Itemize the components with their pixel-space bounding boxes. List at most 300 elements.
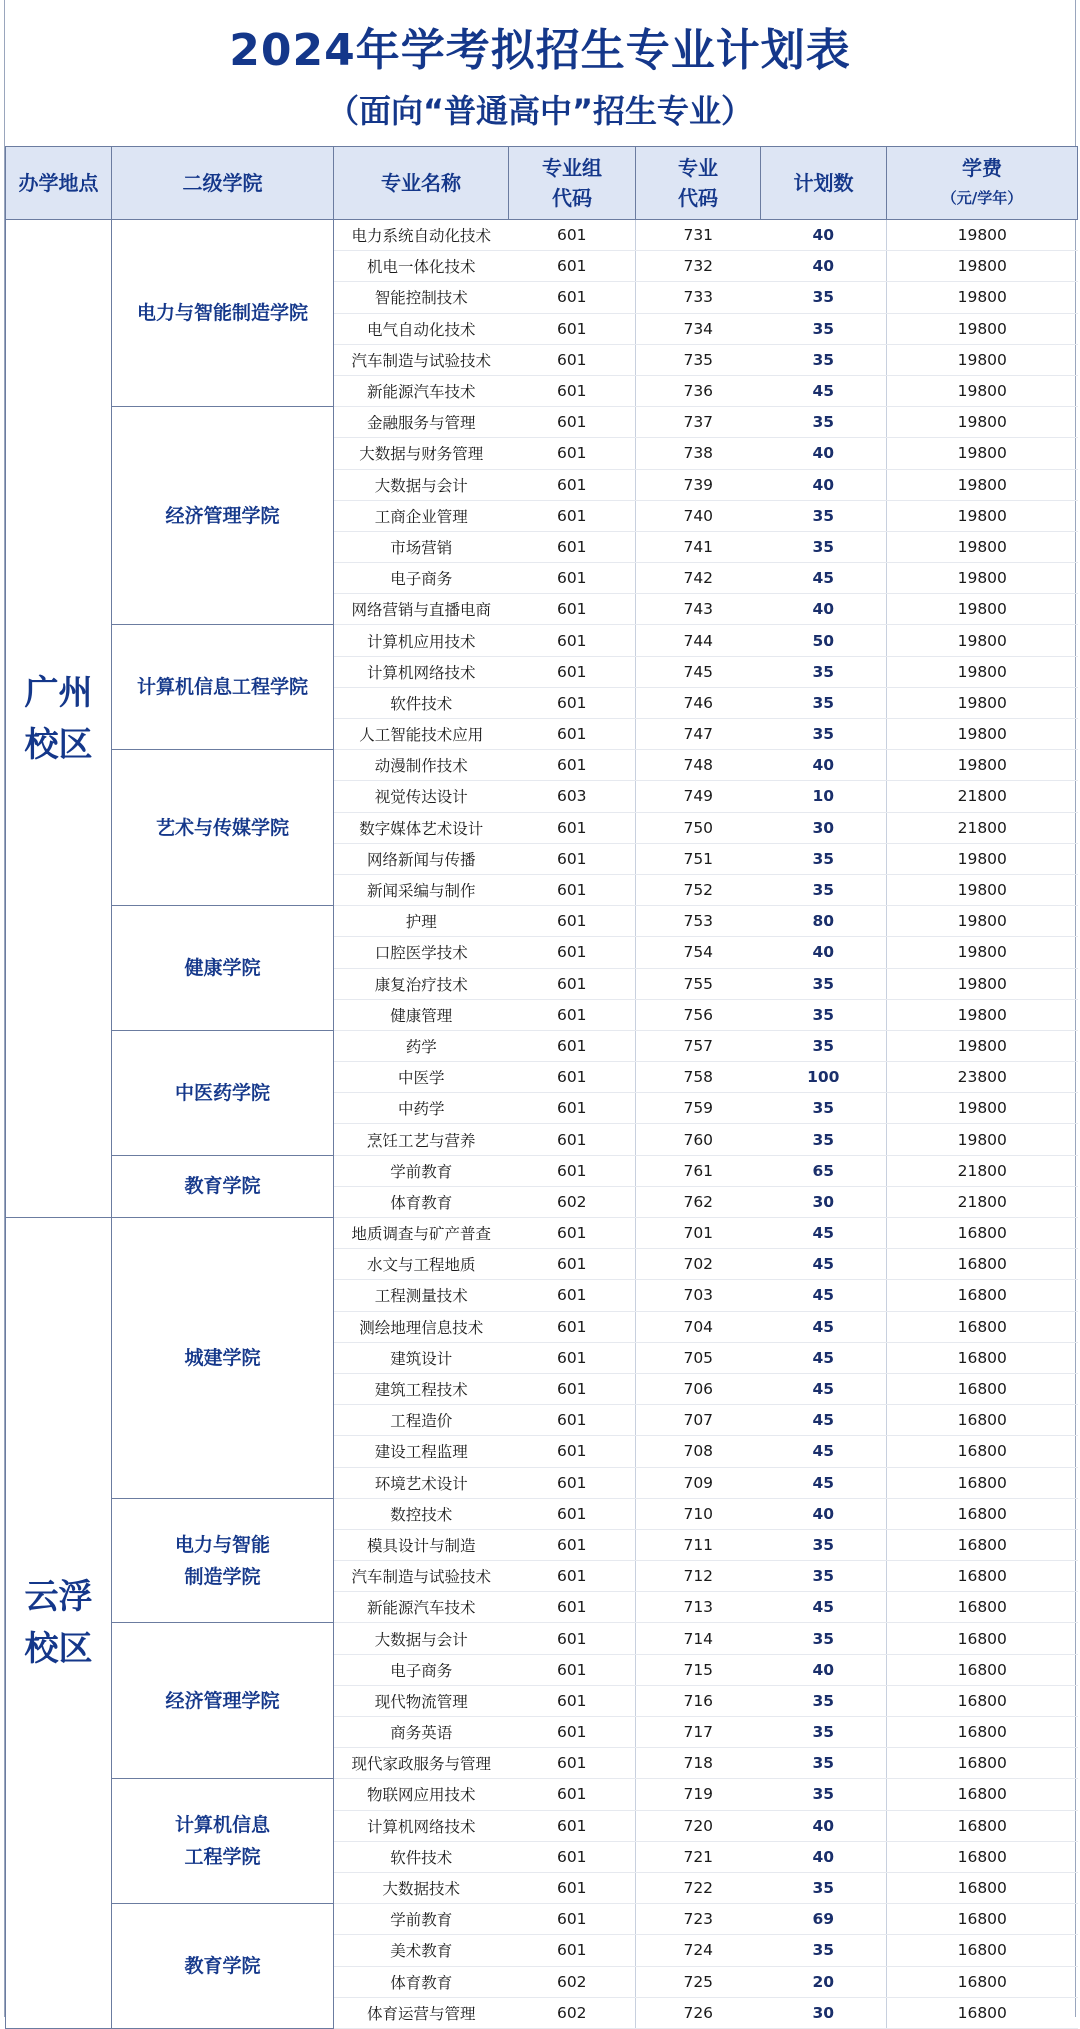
major-cell: 电子商务 (334, 1654, 509, 1685)
fee-cell: 21800 (887, 1155, 1078, 1186)
plan-cell: 45 (761, 1249, 887, 1280)
group-cell: 601 (509, 1717, 636, 1748)
plan-cell: 35 (761, 1124, 887, 1155)
major-cell: 金融服务与管理 (334, 407, 509, 438)
fee-cell: 19800 (887, 594, 1078, 625)
fee-cell: 19800 (887, 500, 1078, 531)
fee-cell: 19800 (887, 375, 1078, 406)
table-row (6, 1218, 1078, 1249)
major-cell: 学前教育 (334, 1904, 509, 1935)
header-campus (6, 147, 112, 220)
group-cell: 601 (509, 1623, 636, 1654)
major-cell: 计算机网络技术 (334, 1810, 509, 1841)
major-cell: 中药学 (334, 1093, 509, 1124)
group-cell: 601 (509, 220, 636, 251)
fee-cell: 19800 (887, 843, 1078, 874)
fee-cell: 16800 (887, 1467, 1078, 1498)
code-cell: 740 (636, 500, 761, 531)
fee-cell: 16800 (887, 1529, 1078, 1560)
group-cell: 601 (509, 1779, 636, 1810)
plan-cell: 35 (761, 531, 887, 562)
fee-cell: 16800 (887, 1218, 1078, 1249)
plan-cell: 20 (761, 1966, 887, 1997)
major-cell: 人工智能技术应用 (334, 719, 509, 750)
group-cell: 601 (509, 313, 636, 344)
college-cell: 中医药学院 (112, 1030, 334, 1155)
table-row (6, 407, 1078, 438)
code-cell: 746 (636, 687, 761, 718)
fee-cell: 16800 (887, 1685, 1078, 1716)
major-cell: 新能源汽车技术 (334, 1592, 509, 1623)
major-cell: 电气自动化技术 (334, 313, 509, 344)
code-cell: 718 (636, 1748, 761, 1779)
group-cell: 601 (509, 874, 636, 905)
plan-cell: 45 (761, 563, 887, 594)
group-cell: 601 (509, 968, 636, 999)
plan-cell: 35 (761, 843, 887, 874)
major-cell: 体育教育 (334, 1966, 509, 1997)
group-cell: 601 (509, 719, 636, 750)
major-cell: 环境艺术设计 (334, 1467, 509, 1498)
major-cell: 现代家政服务与管理 (334, 1748, 509, 1779)
plan-cell: 35 (761, 687, 887, 718)
fee-cell: 19800 (887, 874, 1078, 905)
plan-cell: 40 (761, 220, 887, 251)
major-cell: 动漫制作技术 (334, 750, 509, 781)
group-cell: 601 (509, 750, 636, 781)
group-cell: 601 (509, 251, 636, 282)
campus-cell: 云浮 校区 (6, 1218, 112, 2029)
plan-cell: 35 (761, 1561, 887, 1592)
plan-cell: 35 (761, 874, 887, 905)
plan-cell: 35 (761, 1779, 887, 1810)
plan-cell: 35 (761, 968, 887, 999)
code-cell: 726 (636, 1997, 761, 2028)
major-cell: 药学 (334, 1030, 509, 1061)
code-cell: 716 (636, 1685, 761, 1716)
major-cell: 市场营销 (334, 531, 509, 562)
group-cell: 601 (509, 1280, 636, 1311)
code-cell: 751 (636, 843, 761, 874)
header-fee-line2: （元/学年） (941, 189, 1023, 207)
major-cell: 水文与工程地质 (334, 1249, 509, 1280)
code-cell: 753 (636, 906, 761, 937)
plan-cell: 35 (761, 282, 887, 313)
plan-cell: 35 (761, 656, 887, 687)
code-cell: 735 (636, 344, 761, 375)
group-cell: 601 (509, 1405, 636, 1436)
plan-cell: 40 (761, 438, 887, 469)
fee-cell: 19800 (887, 1093, 1078, 1124)
major-cell: 网络营销与直播电商 (334, 594, 509, 625)
plan-cell: 69 (761, 1904, 887, 1935)
header-college (112, 147, 334, 220)
plan-cell: 45 (761, 1405, 887, 1436)
plan-cell: 80 (761, 906, 887, 937)
group-cell: 601 (509, 1561, 636, 1592)
table-header-row (6, 147, 1078, 220)
college-cell: 教育学院 (112, 1904, 334, 2029)
major-cell: 机电一体化技术 (334, 251, 509, 282)
fee-cell: 23800 (887, 1062, 1078, 1093)
code-cell: 736 (636, 375, 761, 406)
table-row (6, 1155, 1078, 1186)
major-cell: 大数据与会计 (334, 1623, 509, 1654)
table-row (6, 906, 1078, 937)
code-cell: 760 (636, 1124, 761, 1155)
code-cell: 750 (636, 812, 761, 843)
major-cell: 汽车制造与试验技术 (334, 1561, 509, 1592)
code-cell: 755 (636, 968, 761, 999)
plan-cell: 45 (761, 1280, 887, 1311)
header-group-line1: 专业组 (542, 156, 602, 180)
group-cell: 601 (509, 1748, 636, 1779)
code-cell: 714 (636, 1623, 761, 1654)
major-cell: 学前教育 (334, 1155, 509, 1186)
table-row (6, 1030, 1078, 1061)
plan-cell: 40 (761, 469, 887, 500)
code-cell: 737 (636, 407, 761, 438)
major-cell: 体育教育 (334, 1186, 509, 1217)
major-cell: 新闻采编与制作 (334, 874, 509, 905)
fee-cell: 19800 (887, 656, 1078, 687)
group-cell: 601 (509, 1155, 636, 1186)
fee-cell: 16800 (887, 1779, 1078, 1810)
major-cell: 新能源汽车技术 (334, 375, 509, 406)
college-cell: 教育学院 (112, 1155, 334, 1217)
code-cell: 734 (636, 313, 761, 344)
code-cell: 717 (636, 1717, 761, 1748)
plan-cell: 35 (761, 344, 887, 375)
college-cell: 电力与智能制造学院 (112, 220, 334, 407)
major-cell: 视觉传达设计 (334, 781, 509, 812)
header-code-line1: 专业 (678, 156, 718, 180)
code-cell: 745 (636, 656, 761, 687)
major-cell: 软件技术 (334, 687, 509, 718)
major-cell: 地质调查与矿产普查 (334, 1218, 509, 1249)
code-cell: 713 (636, 1592, 761, 1623)
group-cell: 601 (509, 563, 636, 594)
code-cell: 739 (636, 469, 761, 500)
plan-cell: 45 (761, 1436, 887, 1467)
plan-cell: 35 (761, 1093, 887, 1124)
major-cell: 计算机网络技术 (334, 656, 509, 687)
code-cell: 724 (636, 1935, 761, 1966)
plan-cell: 10 (761, 781, 887, 812)
fee-cell: 19800 (887, 251, 1078, 282)
major-cell: 护理 (334, 906, 509, 937)
code-cell: 761 (636, 1155, 761, 1186)
plan-cell: 35 (761, 1685, 887, 1716)
major-cell: 建筑设计 (334, 1342, 509, 1373)
fee-cell: 16800 (887, 1717, 1078, 1748)
group-cell: 601 (509, 1218, 636, 1249)
group-cell: 601 (509, 344, 636, 375)
header-plan-label: 计划数 (793, 171, 854, 195)
group-cell: 601 (509, 812, 636, 843)
code-cell: 743 (636, 594, 761, 625)
major-cell: 物联网应用技术 (334, 1779, 509, 1810)
plan-cell: 40 (761, 750, 887, 781)
code-cell: 752 (636, 874, 761, 905)
fee-cell: 19800 (887, 719, 1078, 750)
major-cell: 测绘地理信息技术 (334, 1311, 509, 1342)
group-cell: 601 (509, 407, 636, 438)
plan-cell: 40 (761, 594, 887, 625)
code-cell: 762 (636, 1186, 761, 1217)
group-cell: 601 (509, 1904, 636, 1935)
group-cell: 601 (509, 625, 636, 656)
header-fee (887, 147, 1078, 220)
code-cell: 709 (636, 1467, 761, 1498)
header-campus-label: 办学地点 (18, 171, 99, 195)
college-cell: 计算机信息工程学院 (112, 625, 334, 750)
code-cell: 738 (636, 438, 761, 469)
group-cell: 601 (509, 1093, 636, 1124)
major-cell: 大数据技术 (334, 1872, 509, 1903)
group-cell: 601 (509, 469, 636, 500)
group-cell: 601 (509, 1030, 636, 1061)
plan-cell: 35 (761, 407, 887, 438)
fee-cell: 16800 (887, 1810, 1078, 1841)
group-cell: 601 (509, 1872, 636, 1903)
major-cell: 软件技术 (334, 1841, 509, 1872)
plan-cell: 35 (761, 1748, 887, 1779)
plan-cell: 35 (761, 1717, 887, 1748)
code-cell: 759 (636, 1093, 761, 1124)
group-cell: 601 (509, 656, 636, 687)
major-cell: 体育运营与管理 (334, 1997, 509, 2028)
major-cell: 健康管理 (334, 999, 509, 1030)
code-cell: 712 (636, 1561, 761, 1592)
page-title: 2024年学考拟招生专业计划表 (229, 25, 851, 76)
code-cell: 704 (636, 1311, 761, 1342)
plan-cell: 45 (761, 1592, 887, 1623)
group-cell: 601 (509, 1810, 636, 1841)
code-cell: 722 (636, 1872, 761, 1903)
plan-cell: 40 (761, 937, 887, 968)
header-major (334, 147, 509, 220)
fee-cell: 16800 (887, 1997, 1078, 2028)
code-cell: 710 (636, 1498, 761, 1529)
fee-cell: 16800 (887, 1623, 1078, 1654)
group-cell: 601 (509, 906, 636, 937)
major-cell: 网络新闻与传播 (334, 843, 509, 874)
major-cell: 模具设计与制造 (334, 1529, 509, 1560)
fee-cell: 16800 (887, 1872, 1078, 1903)
fee-cell: 16800 (887, 1904, 1078, 1935)
fee-cell: 19800 (887, 906, 1078, 937)
plan-cell: 30 (761, 1186, 887, 1217)
major-cell: 智能控制技术 (334, 282, 509, 313)
group-cell: 602 (509, 1186, 636, 1217)
fee-cell: 16800 (887, 1249, 1078, 1280)
fee-cell: 16800 (887, 1405, 1078, 1436)
code-cell: 708 (636, 1436, 761, 1467)
fee-cell: 16800 (887, 1373, 1078, 1404)
code-cell: 725 (636, 1966, 761, 1997)
plan-cell: 35 (761, 1935, 887, 1966)
header-major-code (636, 147, 761, 220)
group-cell: 602 (509, 1966, 636, 1997)
code-cell: 732 (636, 251, 761, 282)
fee-cell: 16800 (887, 1311, 1078, 1342)
plan-cell: 45 (761, 1467, 887, 1498)
group-cell: 601 (509, 500, 636, 531)
code-cell: 748 (636, 750, 761, 781)
fee-cell: 19800 (887, 999, 1078, 1030)
plan-cell: 40 (761, 251, 887, 282)
plan-cell: 35 (761, 1030, 887, 1061)
group-cell: 601 (509, 687, 636, 718)
group-cell: 601 (509, 1529, 636, 1560)
major-cell: 数控技术 (334, 1498, 509, 1529)
code-cell: 756 (636, 999, 761, 1030)
major-cell: 大数据与财务管理 (334, 438, 509, 469)
fee-cell: 19800 (887, 531, 1078, 562)
group-cell: 601 (509, 1311, 636, 1342)
group-cell: 601 (509, 531, 636, 562)
code-cell: 731 (636, 220, 761, 251)
code-cell: 744 (636, 625, 761, 656)
group-cell: 601 (509, 1935, 636, 1966)
plan-cell: 35 (761, 1872, 887, 1903)
plan-cell: 35 (761, 999, 887, 1030)
plan-cell: 45 (761, 1311, 887, 1342)
code-cell: 758 (636, 1062, 761, 1093)
plan-cell: 40 (761, 1841, 887, 1872)
code-cell: 742 (636, 563, 761, 594)
fee-cell: 16800 (887, 1592, 1078, 1623)
fee-cell: 16800 (887, 1654, 1078, 1685)
plan-sheet (4, 0, 1076, 2023)
college-cell: 艺术与传媒学院 (112, 750, 334, 906)
fee-cell: 16800 (887, 1966, 1078, 1997)
plan-cell: 45 (761, 375, 887, 406)
fee-cell: 19800 (887, 220, 1078, 251)
fee-cell: 19800 (887, 438, 1078, 469)
group-cell: 601 (509, 1373, 636, 1404)
major-cell: 电力系统自动化技术 (334, 220, 509, 251)
header-fee-line1: 学费 (962, 156, 1002, 180)
fee-cell: 16800 (887, 1280, 1078, 1311)
plan-cell: 35 (761, 1529, 887, 1560)
code-cell: 723 (636, 1904, 761, 1935)
group-cell: 601 (509, 843, 636, 874)
fee-cell: 19800 (887, 282, 1078, 313)
fee-cell: 19800 (887, 937, 1078, 968)
major-cell: 电子商务 (334, 563, 509, 594)
group-cell: 601 (509, 1467, 636, 1498)
plan-cell: 45 (761, 1218, 887, 1249)
fee-cell: 16800 (887, 1436, 1078, 1467)
plan-cell: 30 (761, 1997, 887, 2028)
college-cell: 经济管理学院 (112, 1623, 334, 1779)
group-cell: 601 (509, 438, 636, 469)
plan-cell: 40 (761, 1654, 887, 1685)
group-cell: 601 (509, 1685, 636, 1716)
fee-cell: 16800 (887, 1561, 1078, 1592)
fee-cell: 16800 (887, 1498, 1078, 1529)
major-cell: 汽车制造与试验技术 (334, 344, 509, 375)
major-cell: 美术教育 (334, 1935, 509, 1966)
fee-cell: 16800 (887, 1841, 1078, 1872)
major-cell: 工程测量技术 (334, 1280, 509, 1311)
plan-cell: 100 (761, 1062, 887, 1093)
header-group-code (509, 147, 636, 220)
fee-cell: 21800 (887, 812, 1078, 843)
table-body (6, 220, 1078, 2029)
plan-cell: 35 (761, 313, 887, 344)
plan-cell: 35 (761, 719, 887, 750)
fee-cell: 19800 (887, 1030, 1078, 1061)
table-row (6, 625, 1078, 656)
plan-cell: 40 (761, 1498, 887, 1529)
plan-cell: 35 (761, 500, 887, 531)
major-cell: 数字媒体艺术设计 (334, 812, 509, 843)
college-cell: 健康学院 (112, 906, 334, 1031)
code-cell: 741 (636, 531, 761, 562)
fee-cell: 16800 (887, 1748, 1078, 1779)
plan-cell: 65 (761, 1155, 887, 1186)
code-cell: 733 (636, 282, 761, 313)
code-cell: 702 (636, 1249, 761, 1280)
group-cell: 601 (509, 1498, 636, 1529)
code-cell: 747 (636, 719, 761, 750)
code-cell: 701 (636, 1218, 761, 1249)
code-cell: 705 (636, 1342, 761, 1373)
fee-cell: 19800 (887, 1124, 1078, 1155)
code-cell: 754 (636, 937, 761, 968)
table-row (6, 1904, 1078, 1935)
group-cell: 601 (509, 1654, 636, 1685)
table-row (6, 1623, 1078, 1654)
header-plan (761, 147, 887, 220)
code-cell: 703 (636, 1280, 761, 1311)
table-row (6, 1779, 1078, 1810)
college-cell: 电力与智能 制造学院 (112, 1498, 334, 1623)
header-group-line2: 代码 (552, 186, 592, 210)
campus-cell: 广州 校区 (6, 220, 112, 1218)
major-cell: 现代物流管理 (334, 1685, 509, 1716)
code-cell: 757 (636, 1030, 761, 1061)
major-cell: 商务英语 (334, 1717, 509, 1748)
college-cell: 城建学院 (112, 1218, 334, 1499)
major-cell: 烹饪工艺与营养 (334, 1124, 509, 1155)
group-cell: 601 (509, 999, 636, 1030)
major-cell: 计算机应用技术 (334, 625, 509, 656)
header-major-label: 专业名称 (381, 171, 461, 195)
plan-cell: 45 (761, 1342, 887, 1373)
group-cell: 601 (509, 1062, 636, 1093)
fee-cell: 21800 (887, 781, 1078, 812)
fee-cell: 16800 (887, 1935, 1078, 1966)
code-cell: 715 (636, 1654, 761, 1685)
fee-cell: 16800 (887, 1342, 1078, 1373)
group-cell: 601 (509, 1249, 636, 1280)
group-cell: 601 (509, 1342, 636, 1373)
college-cell: 经济管理学院 (112, 407, 334, 625)
code-cell: 706 (636, 1373, 761, 1404)
major-cell: 工商企业管理 (334, 500, 509, 531)
code-cell: 720 (636, 1810, 761, 1841)
major-cell: 中医学 (334, 1062, 509, 1093)
header-code-line2: 代码 (678, 186, 718, 210)
table-row (6, 220, 1078, 251)
group-cell: 601 (509, 282, 636, 313)
major-cell: 康复治疗技术 (334, 968, 509, 999)
fee-cell: 19800 (887, 344, 1078, 375)
